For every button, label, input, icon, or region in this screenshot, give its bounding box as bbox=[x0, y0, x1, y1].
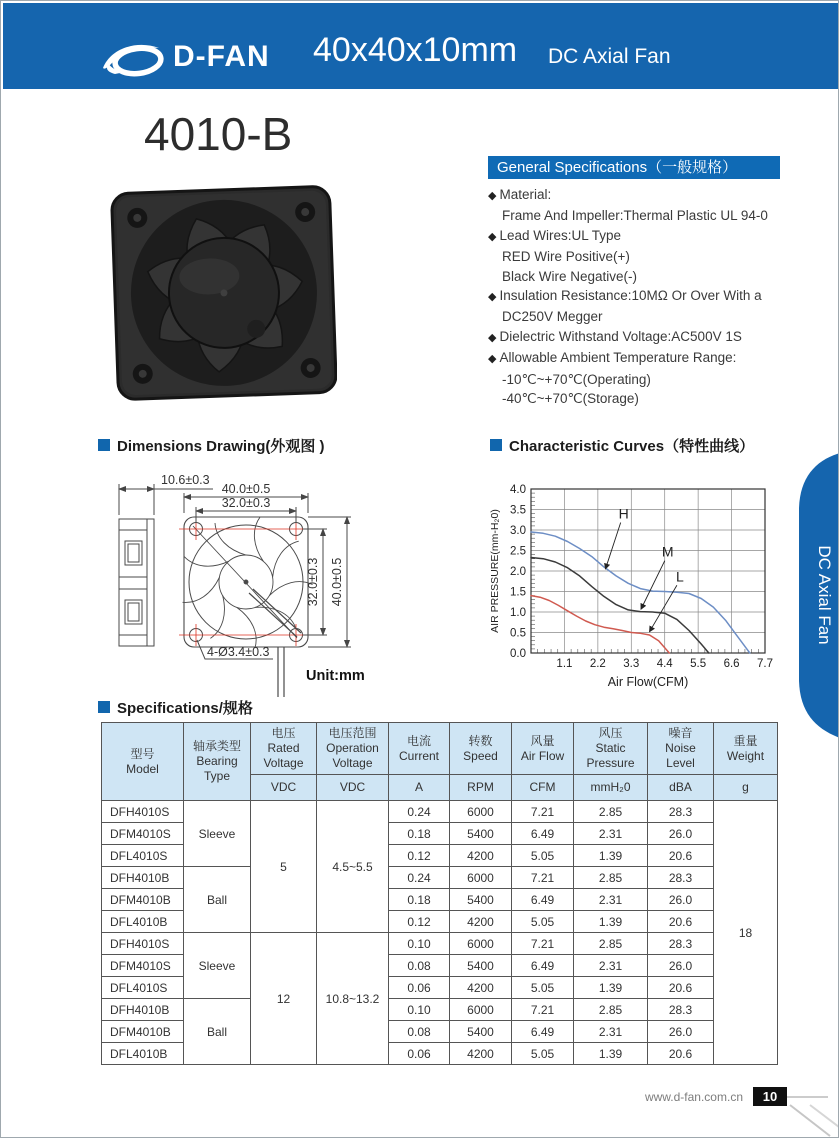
y-tick-label: 0.0 bbox=[510, 648, 526, 660]
column-unit: VDC bbox=[251, 775, 317, 801]
model-cell: DFL4010B bbox=[102, 1043, 184, 1065]
curve-label-L: L bbox=[676, 568, 684, 585]
table-cell: 4200 bbox=[450, 911, 512, 933]
table-cell: 7.21 bbox=[512, 801, 574, 823]
x-axis-label: Air Flow(CFM) bbox=[607, 675, 689, 689]
dim-side-width: 10.6±0.3 bbox=[161, 473, 210, 487]
section-bullet-icon bbox=[490, 439, 502, 451]
dimensions-section-title: Dimensions Drawing(外观图 ) bbox=[98, 435, 325, 456]
table-cell: 28.3 bbox=[648, 999, 714, 1021]
spec-section-title: Specifications/规格 bbox=[98, 697, 253, 718]
table-cell: 0.18 bbox=[389, 823, 450, 845]
model-cell: DFH4010S bbox=[102, 933, 184, 955]
y-tick-label: 1.5 bbox=[510, 586, 526, 599]
model-cell: DFM4010S bbox=[102, 955, 184, 977]
model-cell: DFH4010B bbox=[102, 999, 184, 1021]
spec-item bbox=[488, 226, 798, 247]
table-cell: 5400 bbox=[450, 889, 512, 911]
spec-item-text: Material: bbox=[499, 187, 552, 202]
column-header: 轴承类型 Bearing Type bbox=[184, 723, 251, 801]
column-header: 电压 Rated Voltage bbox=[251, 723, 317, 775]
table-cell: 4200 bbox=[450, 1043, 512, 1065]
table-cell: 2.85 bbox=[574, 867, 648, 889]
bearing-cell: Sleeve bbox=[184, 933, 251, 999]
bearing-cell: Ball bbox=[184, 999, 251, 1065]
table-cell: 6.49 bbox=[512, 889, 574, 911]
table-cell: 0.24 bbox=[389, 867, 450, 889]
table-cell: 2.85 bbox=[574, 801, 648, 823]
curve-label-H: H bbox=[618, 505, 629, 522]
brand-logo-icon bbox=[97, 38, 171, 82]
diamond-bullet-icon: ◆ bbox=[488, 230, 497, 243]
table-cell: 0.18 bbox=[389, 889, 450, 911]
spec-item-text: -10℃~+70℃(Operating) bbox=[502, 371, 651, 387]
table-cell: 4200 bbox=[450, 977, 512, 999]
table-cell: 6000 bbox=[450, 999, 512, 1021]
spec-table bbox=[101, 722, 778, 1065]
table-cell: 6000 bbox=[450, 801, 512, 823]
dim-hole-pitch-v: 32.0±0.3 bbox=[306, 557, 320, 607]
table-cell: 5.05 bbox=[512, 845, 574, 867]
table-cell: 2.31 bbox=[574, 955, 648, 977]
table-cell: 1.39 bbox=[574, 1043, 648, 1065]
spec-item bbox=[488, 185, 798, 206]
x-tick-label: 6.6 bbox=[723, 658, 740, 670]
table-cell: 7.21 bbox=[512, 933, 574, 955]
table-cell: 26.0 bbox=[648, 823, 714, 845]
y-tick-label: 2.0 bbox=[510, 566, 526, 578]
spec-item bbox=[488, 206, 798, 225]
spec-item-text: Lead Wires:UL Type bbox=[499, 227, 622, 243]
column-unit: VDC bbox=[317, 775, 389, 801]
drawing-unit-label: Unit:mm bbox=[306, 668, 365, 684]
table-row bbox=[102, 801, 778, 823]
table-cell: 2.31 bbox=[574, 889, 648, 911]
dim-outer-width: 40.0±0.5 bbox=[221, 482, 271, 496]
table-cell: 0.06 bbox=[389, 977, 450, 999]
curve-L bbox=[531, 596, 669, 653]
spec-item-text: RED Wire Positive(+) bbox=[502, 249, 630, 265]
table-cell: 28.3 bbox=[648, 801, 714, 823]
curve-label-M: M bbox=[661, 543, 674, 560]
table-cell: 5400 bbox=[450, 823, 512, 845]
dim-hole-pitch-h: 32.0±0.3 bbox=[221, 496, 271, 510]
table-cell: 1.39 bbox=[574, 911, 648, 933]
y-tick-label: 4.0 bbox=[510, 484, 526, 496]
diamond-bullet-icon: ◆ bbox=[488, 331, 497, 344]
rated-voltage-cell: 12 bbox=[251, 933, 317, 1065]
product-model-title: 4010-B bbox=[144, 108, 293, 160]
table-cell: 20.6 bbox=[648, 845, 714, 867]
spec-item bbox=[488, 348, 798, 369]
column-unit: A bbox=[389, 775, 450, 801]
dimensions-drawing bbox=[101, 467, 463, 713]
table-cell: 5400 bbox=[450, 955, 512, 977]
bearing-cell: Ball bbox=[184, 867, 251, 933]
model-cell: DFM4010S bbox=[102, 823, 184, 845]
column-unit: dBA bbox=[648, 775, 714, 801]
table-cell: 5400 bbox=[450, 1021, 512, 1043]
y-tick-label: 3.5 bbox=[510, 504, 526, 517]
model-cell: DFL4010S bbox=[102, 845, 184, 867]
y-tick-label: 1.0 bbox=[510, 607, 526, 619]
brand-name: D-FAN bbox=[173, 40, 270, 73]
table-cell: 0.08 bbox=[389, 1021, 450, 1043]
spec-item bbox=[488, 286, 798, 307]
table-row bbox=[102, 933, 778, 955]
y-tick-label: 0.5 bbox=[510, 627, 526, 640]
table-cell: 2.85 bbox=[574, 999, 648, 1021]
table-cell: 0.06 bbox=[389, 1043, 450, 1065]
x-tick-label: 2.2 bbox=[589, 658, 606, 670]
model-cell: DFH4010S bbox=[102, 801, 184, 823]
column-unit: CFM bbox=[512, 775, 574, 801]
table-cell: 5.05 bbox=[512, 977, 574, 999]
spec-item bbox=[488, 389, 798, 408]
dim-holes-callout: 4-Ø3.4±0.3 bbox=[207, 645, 270, 659]
operation-voltage-cell: 4.5~5.5 bbox=[317, 801, 389, 933]
header-subtitle: DC Axial Fan bbox=[548, 45, 671, 68]
spec-item bbox=[488, 307, 798, 326]
table-cell: 6.49 bbox=[512, 1021, 574, 1043]
table-cell: 7.21 bbox=[512, 867, 574, 889]
operation-voltage-cell: 10.8~13.2 bbox=[317, 933, 389, 1065]
table-cell: 20.6 bbox=[648, 1043, 714, 1065]
model-cell: DFL4010S bbox=[102, 977, 184, 999]
dim-outer-height: 40.0±0.5 bbox=[330, 557, 344, 607]
table-cell: 1.39 bbox=[574, 845, 648, 867]
spec-item bbox=[488, 327, 798, 348]
table-cell: 0.12 bbox=[389, 845, 450, 867]
x-tick-label: 3.3 bbox=[623, 658, 640, 670]
table-cell: 6.49 bbox=[512, 823, 574, 845]
table-cell: 2.31 bbox=[574, 823, 648, 845]
table-cell: 0.10 bbox=[389, 999, 450, 1021]
spec-table-head bbox=[102, 723, 778, 801]
column-header: 电流 Current bbox=[389, 723, 450, 775]
model-cell: DFM4010B bbox=[102, 889, 184, 911]
spec-item bbox=[488, 267, 798, 286]
diamond-bullet-icon: ◆ bbox=[488, 353, 497, 366]
bearing-cell: Sleeve bbox=[184, 801, 251, 867]
spec-item bbox=[488, 247, 798, 266]
spec-item-text: Allowable Ambient Temperature Range: bbox=[499, 350, 737, 366]
table-cell: 20.6 bbox=[648, 977, 714, 999]
table-cell: 6000 bbox=[450, 933, 512, 955]
spec-item-text: Black Wire Negative(-) bbox=[502, 268, 638, 284]
table-cell: 1.39 bbox=[574, 977, 648, 999]
y-tick-label: 3.0 bbox=[510, 525, 526, 537]
curves-section-title: Characteristic Curves（特性曲线） bbox=[490, 435, 754, 456]
table-row bbox=[102, 867, 778, 889]
y-tick-label: 2.5 bbox=[510, 545, 526, 558]
diamond-bullet-icon: ◆ bbox=[488, 190, 497, 202]
column-header: 风压 Static Pressure bbox=[574, 723, 648, 775]
column-header: 型号 Model bbox=[102, 723, 184, 801]
spec-item-text: Dielectric Withstand Voltage:AC500V 1S bbox=[499, 328, 742, 344]
spec-item-text: Insulation Resistance:10MΩ Or Over With a bbox=[499, 288, 762, 304]
table-cell: 2.31 bbox=[574, 1021, 648, 1043]
table-cell: 0.10 bbox=[389, 933, 450, 955]
table-cell: 0.08 bbox=[389, 955, 450, 977]
section-bullet-icon bbox=[98, 439, 110, 451]
table-cell: 7.21 bbox=[512, 999, 574, 1021]
section-bullet-icon bbox=[98, 701, 110, 713]
rated-voltage-cell: 5 bbox=[251, 801, 317, 933]
column-unit: mmH₂0 bbox=[574, 775, 648, 801]
column-header: 风量 Air Flow bbox=[512, 723, 574, 775]
header-size-title: 40x40x10mm bbox=[313, 31, 518, 69]
curve-chart bbox=[487, 467, 791, 705]
table-row bbox=[102, 999, 778, 1021]
table-cell: 0.12 bbox=[389, 911, 450, 933]
table-cell: 28.3 bbox=[648, 933, 714, 955]
spec-item-text: -40℃~+70℃(Storage) bbox=[502, 391, 639, 407]
product-photo-fan bbox=[107, 184, 337, 402]
column-header: 重量 Weight bbox=[714, 723, 778, 775]
x-tick-label: 7.7 bbox=[757, 658, 773, 670]
spec-item-text: DC250V Megger bbox=[502, 309, 603, 325]
table-cell: 4200 bbox=[450, 845, 512, 867]
column-unit: g bbox=[714, 775, 778, 801]
model-cell: DFM4010B bbox=[102, 1021, 184, 1043]
side-tab-label: DC Axial Fan bbox=[815, 545, 834, 645]
column-header: 转数 Speed bbox=[450, 723, 512, 775]
side-tab-dc-axial-fan bbox=[786, 453, 839, 743]
table-cell: 26.0 bbox=[648, 955, 714, 977]
model-cell: DFH4010B bbox=[102, 867, 184, 889]
table-cell: 6.49 bbox=[512, 955, 574, 977]
general-specs-title-bar: General Specifications（一般规格） bbox=[488, 156, 780, 179]
footer-website: www.d-fan.com.cn bbox=[644, 1090, 743, 1104]
page-header bbox=[3, 3, 838, 89]
footer-page-number: 10 bbox=[753, 1087, 787, 1106]
table-cell: 6000 bbox=[450, 867, 512, 889]
spec-table-body bbox=[102, 801, 778, 1065]
header-row-main bbox=[102, 723, 778, 775]
x-tick-label: 1.1 bbox=[556, 658, 573, 670]
table-cell: 5.05 bbox=[512, 1043, 574, 1065]
general-spec-list bbox=[488, 185, 798, 408]
table-cell: 26.0 bbox=[648, 889, 714, 911]
corner-decoration bbox=[780, 1093, 839, 1138]
table-cell: 0.24 bbox=[389, 801, 450, 823]
model-cell: DFL4010B bbox=[102, 911, 184, 933]
spec-item bbox=[488, 370, 798, 389]
weight-cell: 18 bbox=[714, 801, 778, 1065]
column-unit: RPM bbox=[450, 775, 512, 801]
diamond-bullet-icon: ◆ bbox=[488, 291, 497, 304]
column-header: 电压范围 Operation Voltage bbox=[317, 723, 389, 775]
spec-item-text: Frame And Impeller:Thermal Plastic UL 94-0 bbox=[502, 208, 768, 224]
table-cell: 5.05 bbox=[512, 911, 574, 933]
y-axis-label: AIR PRESSURE(mm-H₂0) bbox=[489, 509, 501, 633]
x-tick-label: 5.5 bbox=[690, 658, 707, 670]
table-cell: 28.3 bbox=[648, 867, 714, 889]
x-tick-label: 4.4 bbox=[656, 658, 673, 670]
column-header: 噪音 Noise Level bbox=[648, 723, 714, 775]
table-cell: 2.85 bbox=[574, 933, 648, 955]
table-cell: 26.0 bbox=[648, 1021, 714, 1043]
table-cell: 20.6 bbox=[648, 911, 714, 933]
